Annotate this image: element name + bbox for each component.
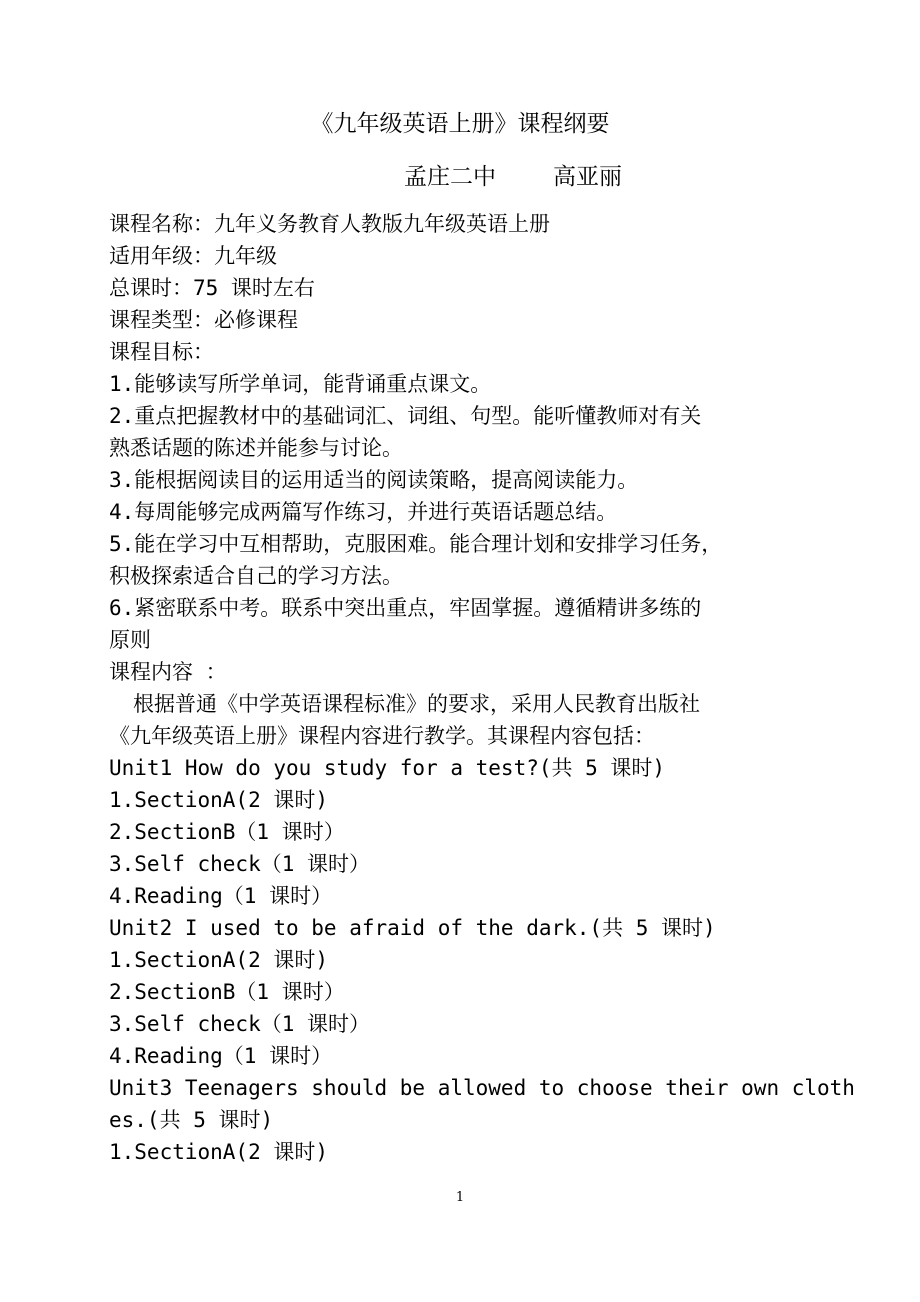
text-line: 3.能根据阅读目的运用适当的阅读策略，提高阅读能力。 [109,468,639,492]
text-line: 《九年级英语上册》课程内容进行教学。其课程内容包括： [109,724,655,748]
text-line: 课程内容 ： [109,660,227,684]
text-line: 1.SectionA(2 课时) [109,788,329,812]
text-line: 4.Reading（1 课时） [109,1044,333,1068]
text-line: 3.Self check（1 课时） [109,852,371,876]
page-number: 1 [455,1190,465,1205]
document-title: 《九年级英语上册》课程纲要 [310,111,610,137]
text-line: 5.能在学习中互相帮助，克服困难。能合理计划和安排学习任务， [109,532,723,556]
text-line: Unit3 Teenagers should be allowed to choose their own cloth [109,1076,855,1100]
text-line: 4.Reading（1 课时） [109,884,333,908]
text-line: 根据普通《中学英语课程标准》的要求，采用人民教育出版社 [133,692,700,716]
text-line: 积极探索适合自己的学习方法。 [109,564,403,588]
text-line: 课程目标： [109,340,214,364]
text-line: 2.SectionB（1 课时） [109,820,345,844]
text-line: 4.每周能够完成两篇写作练习，并进行英语话题总结。 [109,500,618,524]
text-line: 原则 [109,628,151,652]
text-line: 总课时：75 课时左右 [109,276,315,300]
text-line: 适用年级：九年级 [109,244,277,268]
text-line: 课程类型：必修课程 [109,308,298,332]
text-line: 熟悉话题的陈述并能参与讨论。 [109,436,403,460]
text-line: 2.重点把握教材中的基础词汇、词组、句型。能听懂教师对有关 [109,404,702,428]
school-name: 孟庄二中 [404,164,496,190]
text-line: 1.SectionA(2 课时) [109,948,329,972]
author-name: 高亚丽 [553,164,622,190]
text-line: 课程名称：九年义务教育人教版九年级英语上册 [109,212,550,236]
text-line: Unit1 How do you study for a test?(共 5 课时) [109,756,666,780]
text-line: 3.Self check（1 课时） [109,1012,371,1036]
text-line: 6.紧密联系中考。联系中突出重点，牢固掌握。遵循精讲多练的 [109,596,702,620]
text-line: Unit2 I used to be afraid of the dark.(共 5 课时) [109,916,716,940]
text-line: es.(共 5 课时) [109,1108,274,1132]
text-line: 1.能够读写所学单词，能背诵重点课文。 [109,372,492,396]
text-line: 2.SectionB（1 课时） [109,980,345,1004]
text-line: 1.SectionA(2 课时) [109,1140,329,1164]
document-body [109,208,855,1168]
